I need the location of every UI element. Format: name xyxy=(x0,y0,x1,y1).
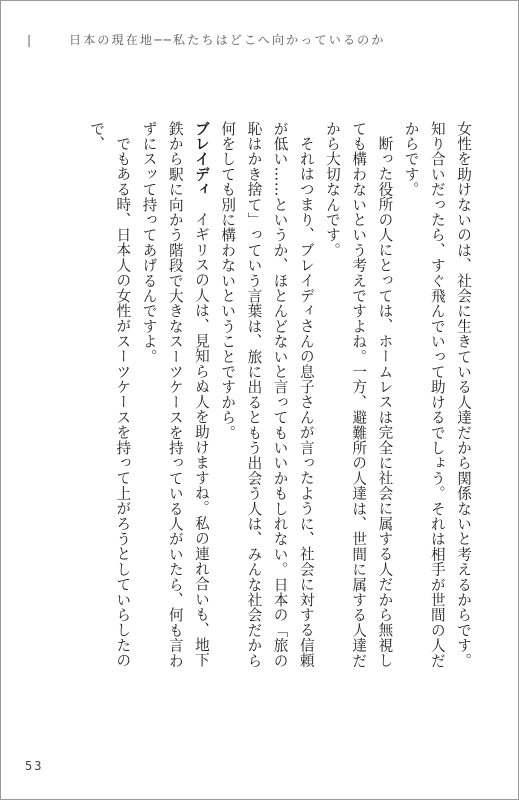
paragraph-3: それはつまり、ブレイディさんの息子さんが言ったように、社会に対する信頼が低い……というか、ほとんどないと言ってもいいかもしれない。日本の「旅の恥はかき捨て」っていう言葉は、旅に出るともう出会う人は、みんな社会だから何をしても別に構わないということですから。 xyxy=(219,121,315,669)
running-head xyxy=(27,31,457,48)
paragraph-5: でもある時、日本人の女性がスーツケースを持って上がろうとしていらしたので、 xyxy=(88,121,132,668)
paragraph-2: 断った役所の人にとっては、ホームレスは完全に社会に属する人だから無視しても構わないという考えですよね。一方、避難所の人達は、世間に属する人達だから大切なんです。 xyxy=(323,121,394,669)
speaker-label: ブレイディ xyxy=(192,121,210,197)
paragraph-1: 女性を助けないのは、社会に生きている人達だから関係ないと考えるからです。知り合いだったら、すぐ飛んでいって助けるでしょう。それは相手が世間の人だからです。 xyxy=(402,121,472,669)
running-head-mark: | xyxy=(27,33,34,47)
paragraph-4 xyxy=(135,121,214,681)
body-text xyxy=(83,121,476,681)
running-head-title: 日本の現在地──私たちはどこへ向かっているのか xyxy=(69,33,386,47)
paragraph-4-text: イギリスの人は、見知らぬ人を助けますね。私の連れ合いも、地下鉄から駅に向かう階段で大きなスーツケースを持っている人がいたら、何も言わずにスッて持ってあげるんですよ。 xyxy=(140,121,210,669)
page-number: 53 xyxy=(25,759,44,773)
